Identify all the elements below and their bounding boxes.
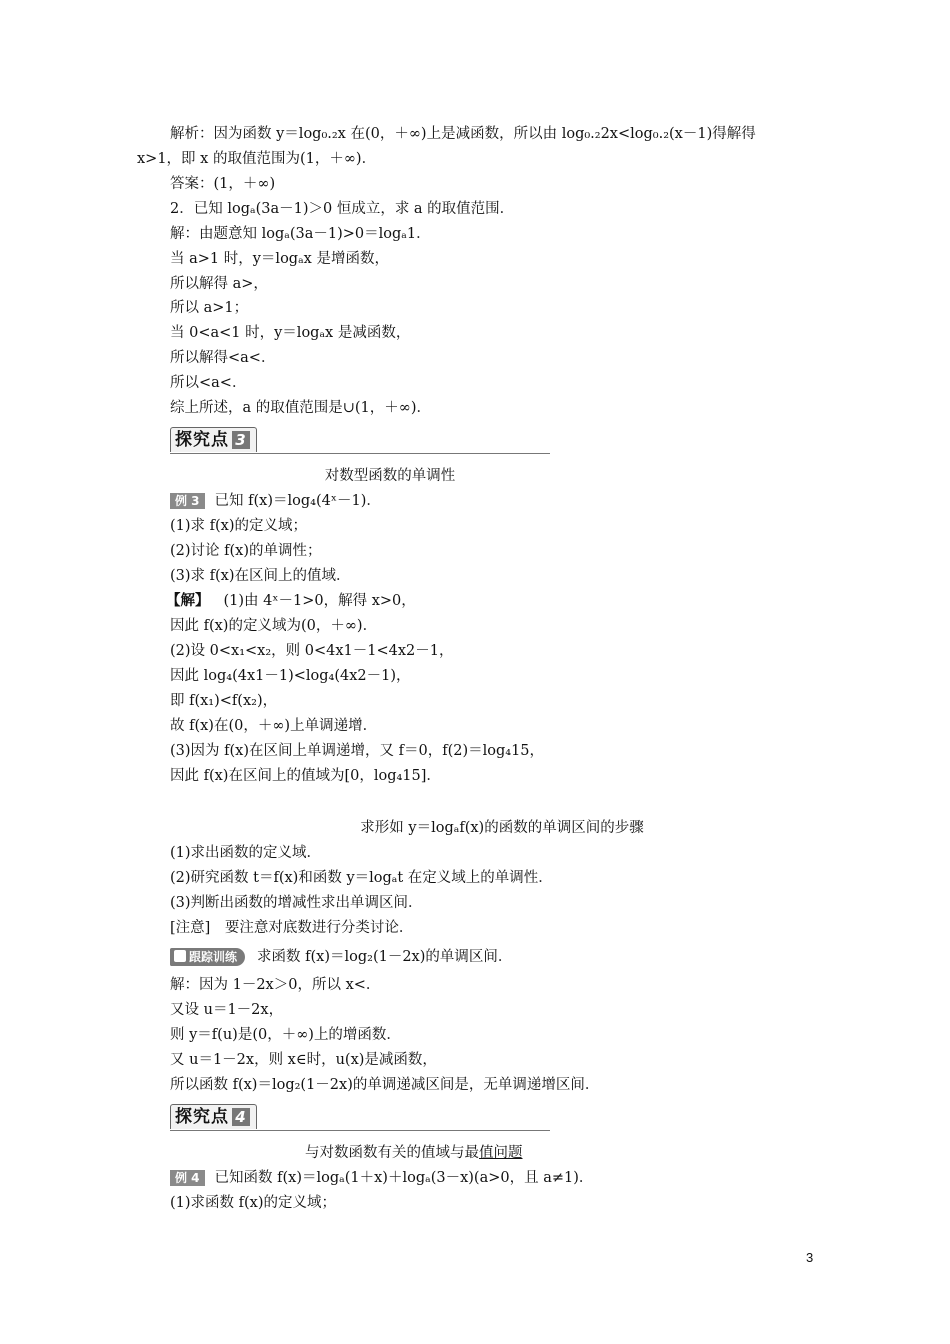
text-line: 又设 u＝1－2x，: [170, 1002, 284, 1018]
text-line: 解析：因为函数 y＝log₀.₂x 在(0，＋∞)上是减函数，所以由 log₀.₂2x<log₀.₂(x－1)得解得: [170, 126, 756, 142]
text-line: (3)求 f(x)在区间上的值域．: [170, 568, 351, 584]
text-line: (2)讨论 f(x)的单调性；: [170, 543, 322, 559]
section-title: [305, 1143, 523, 1163]
section-badge: [170, 1104, 257, 1129]
text-line: 所以函数 f(x)＝log₂(1－2x)的单调递减区间是，无单调递增区间．: [170, 1077, 600, 1093]
section-title: 对数型函数的单调性: [324, 468, 456, 484]
section-label: 探究点: [175, 430, 229, 450]
section-header-3: [170, 427, 550, 454]
text-line: (1)求函数 f(x)的定义域；: [170, 1195, 337, 1211]
text-line: (2)设 0<x₁<x₂，则 0<4x1－1<4x2－1，: [170, 643, 454, 659]
text-line: (3)因为 f(x)在区间上单调递增，又 f＝0，f(2)＝log₄15，: [170, 743, 545, 759]
text-line: x>1，即 x 的取值范围为(1，＋∞)．: [137, 151, 377, 167]
text-line: 解：因为 1－2x＞0，所以 x<．: [170, 977, 381, 993]
text-line: 综上所述，a 的取值范围是∪(1，＋∞)．: [170, 400, 432, 416]
method-title: 求形如 y＝logₐf(x)的函数的单调区间的步骤: [360, 820, 644, 836]
text-line: 所以解得<a<．: [170, 350, 276, 366]
text-line: 当 a>1 时，y＝logₐx 是增函数，: [170, 251, 389, 267]
title-part: 与对数函数有关的值域与最: [305, 1145, 479, 1161]
text-line: 即 f(x₁)<f(x₂)，: [170, 693, 278, 709]
example-3-line: [170, 491, 381, 511]
page-number: 3: [806, 1250, 814, 1265]
section-number: 4: [232, 1108, 250, 1126]
text-line: (1)求 f(x)的定义域；: [170, 518, 308, 534]
text-line: 所以解得 a>，: [170, 276, 268, 292]
example-4-line: [170, 1168, 593, 1188]
text-line: 所以 a>1；: [170, 300, 249, 316]
text-line: 因此 log₄(4x1－1)<log₄(4x2－1)，: [170, 668, 411, 684]
text-line: 故 f(x)在(0，＋∞)上单调递增．: [170, 718, 378, 734]
section-label: 探究点: [175, 1107, 229, 1127]
text-line: 2．已知 logₐ(3a－1)＞0 恒成立，求 a 的取值范围．: [170, 201, 515, 217]
text-line: 又 u＝1－2x，则 x∈时，u(x)是减函数，: [170, 1052, 437, 1068]
text-line: (3)判断出函数的增减性求出单调区间．: [170, 895, 423, 911]
text-line: 所以<a<．: [170, 375, 247, 391]
example-text: 已知 f(x)＝log₄(4ˣ－1)．: [214, 493, 381, 509]
tracking-label: 跟踪训练: [189, 950, 238, 964]
section-badge: [170, 427, 257, 452]
text-line: 则 y＝f(u)是(0，＋∞)上的增函数．: [170, 1027, 401, 1043]
text-line: 当 0<a<1 时，y＝logₐx 是减函数，: [170, 325, 411, 341]
tracking-line: [170, 947, 512, 967]
solution-line: [166, 591, 416, 611]
text-line: 解：由题意知 logₐ(3a－1)>0＝logₐ1．: [170, 226, 431, 242]
tracking-badge: [170, 948, 245, 966]
example-text: 已知函数 f(x)＝logₐ(1＋x)＋logₐ(3－x)(a>0，且 a≠1)．: [214, 1170, 594, 1186]
check-icon: [174, 950, 186, 962]
section-header-4: [170, 1104, 550, 1131]
example-badge: 例 3: [170, 493, 205, 509]
section-number: 3: [232, 431, 250, 449]
text-line: (1)求出函数的定义域．: [170, 845, 322, 861]
title-part-underlined: 值问题: [479, 1145, 523, 1161]
solution-text: (1)由 4ˣ－1>0，解得 x>0，: [223, 593, 416, 609]
solution-label: 【解】: [166, 592, 210, 609]
text-line: (2)研究函数 t＝f(x)和函数 y＝logₐt 在定义域上的单调性．: [170, 870, 553, 886]
text-line: 因此 f(x)在区间上的值域为[0，log₄15]．: [170, 768, 441, 784]
text-line: [注意] 要注意对底数进行分类讨论．: [170, 920, 414, 936]
text-line: 因此 f(x)的定义域为(0，＋∞)．: [170, 618, 378, 634]
tracking-text: 求函数 f(x)＝log₂(1－2x)的单调区间．: [257, 949, 513, 965]
text-line: 答案：(1，＋∞): [170, 176, 276, 192]
example-badge: 例 4: [170, 1170, 205, 1186]
